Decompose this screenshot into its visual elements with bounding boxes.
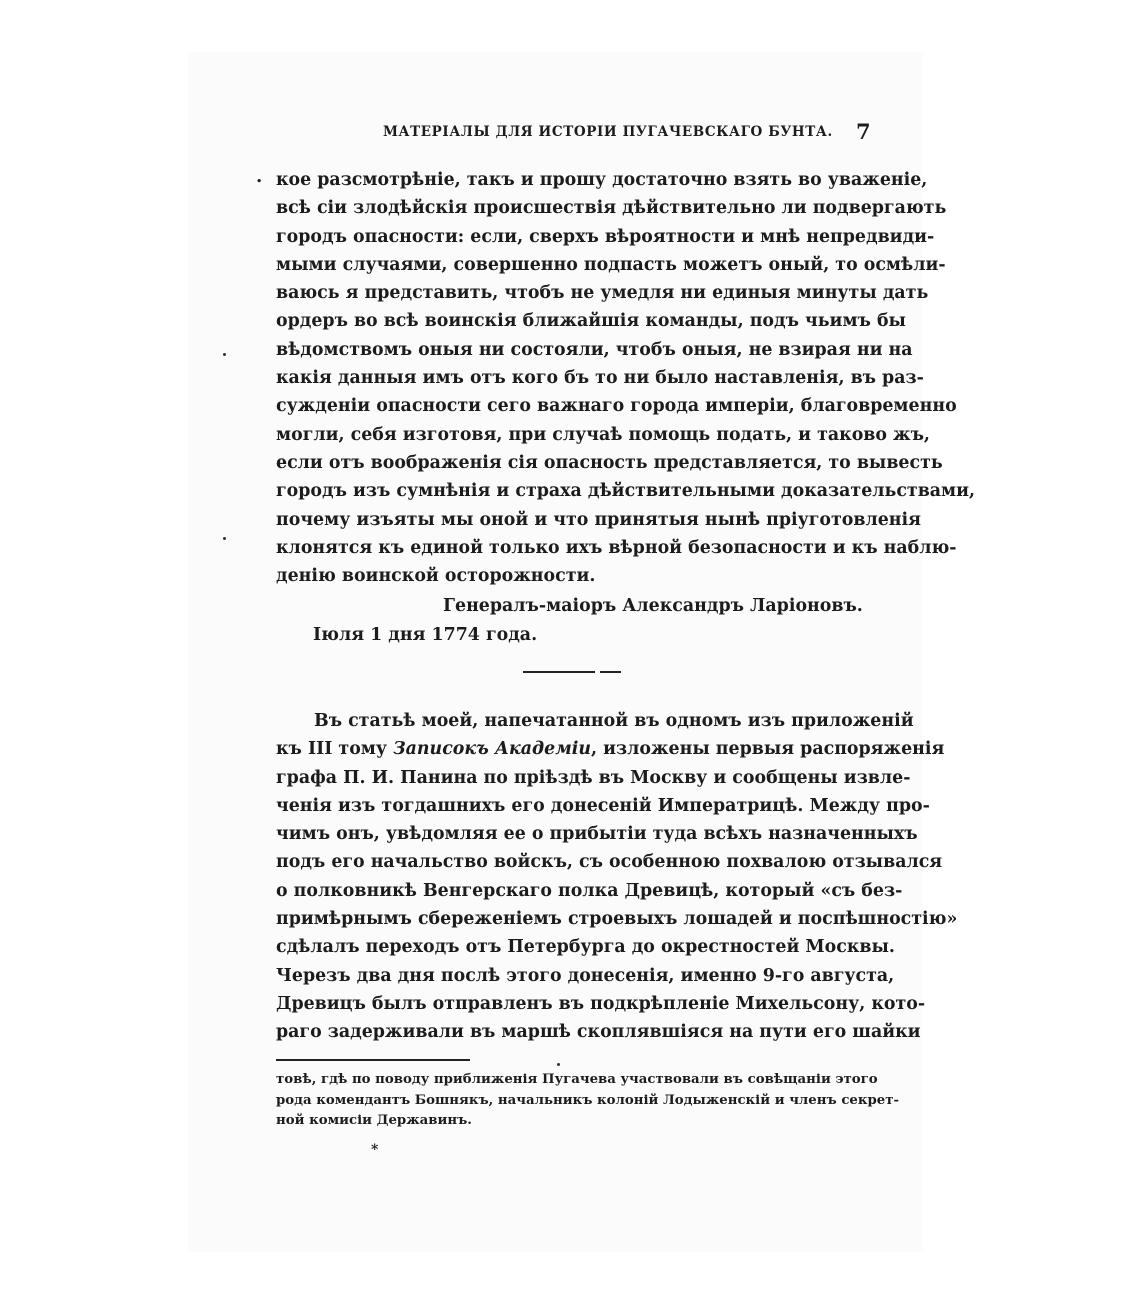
- footnote: [276, 1070, 899, 1132]
- article-line: къ III тому Записокъ Академіи, изложены первыя распоряженія: [276, 739, 945, 760]
- article-line: примѣрнымъ сбереженіемъ строевыхъ лошадей и поспѣшностію»: [276, 909, 958, 930]
- letter-line: если отъ воображенія сія опасность представляется, то вывесть: [276, 452, 943, 473]
- letter-line: всѣ сіи злодѣйскія происшествія дѣйствительно ли подвергають: [276, 198, 947, 219]
- article-line: ченія изъ тогдашнихъ его донесеній Императрицѣ. Между про-: [276, 795, 930, 816]
- letter-line: какія данныя имъ отъ кого бъ то ни было наставленія, въ раз-: [276, 368, 924, 389]
- footnote-line: ной комисіи Державинъ.: [276, 1113, 472, 1128]
- article-line: о полковникѣ Венгерскаго полка Древицѣ, который «съ без-: [276, 880, 903, 901]
- running-title: МАТЕРІАЛЫ ДЛЯ ИСТОРІИ ПУГАЧЕВСКАГО БУНТА.: [383, 124, 833, 140]
- margin-tick: [557, 1063, 560, 1066]
- letter-line: городъ опасности: если, сверхъ вѣроятности и мнѣ непредвиди-: [276, 226, 935, 247]
- book-title: Записокъ Академіи: [393, 739, 591, 760]
- margin-tick: [223, 353, 226, 356]
- letter-line: почему изъяты мы оной и что принятыя нынѣ пріуготовленія: [276, 509, 921, 530]
- article-line: Черезъ два дня послѣ этого донесенія, именно 9-го августа,: [276, 965, 895, 986]
- margin-mark: .: [256, 166, 263, 187]
- footnote-line: рода комендантъ Бошнякъ, начальникъ колоній Лодыженскій и членъ секрет-: [276, 1092, 899, 1108]
- article-line: графа П. И. Панина по пріѣздѣ въ Москву и сообщены извле-: [276, 767, 911, 788]
- article-line: Въ статьѣ моей, напечатанной въ одномъ изъ приложеній: [314, 711, 914, 731]
- article-line: сдѣлалъ переходъ отъ Петербурга до окрестностей Москвы.: [276, 937, 895, 958]
- letter-text: [276, 166, 976, 590]
- letter-line: мыми случаями, совершенно подпасть можетъ оный, то осмѣли-: [276, 254, 946, 275]
- footnote-mark: *: [371, 1142, 379, 1158]
- letter-line: денію воинской осторожности.: [276, 566, 596, 587]
- letter-line: ордеръ во всѣ воинскія ближайшія команды, подъ чьимъ бы: [276, 311, 906, 332]
- signature: Генералъ-маіоръ Александръ Ларіоновъ.: [443, 596, 863, 616]
- letter-line: клонятся къ единой только ихъ вѣрной безопасности и къ наблю-: [276, 537, 957, 558]
- letter-line: сужденіи опасности сего важнаго города имперіи, благовременно: [276, 396, 957, 417]
- article-line: подъ его начальство войскъ, съ особенною похвалою отзывался: [276, 852, 943, 873]
- footnote-line: товѣ, гдѣ по поводу приближенія Пугачева участвовали въ совѣщаніи этого: [276, 1072, 878, 1087]
- letter-line: могли, себя изготовя, при случаѣ помощь подать, и таково жъ,: [276, 424, 930, 445]
- margin-tick: [223, 537, 226, 540]
- letter-date: Іюля 1 дня 1774 года.: [313, 625, 538, 645]
- page-number: 7: [856, 119, 871, 144]
- letter-line: ваюсь я представить, чтобъ не умедля ни единыя минуты дать: [276, 283, 929, 304]
- article-text: [276, 707, 958, 1047]
- letter-line: городъ изъ сумнѣнія и страха дѣйствительными доказательствами,: [276, 481, 976, 502]
- article-line: чимъ онъ, увѣдомляя ее о прибытіи туда всѣхъ назначенныхъ: [276, 824, 918, 845]
- footnote-rule: [276, 1059, 470, 1061]
- letter-line: кое разсмотрѣніе, такъ и прошу достаточно взять во уваженіе,: [276, 170, 928, 190]
- article-line: Древицъ былъ отправленъ въ подкрѣпленіе Михельсону, кото-: [276, 993, 926, 1014]
- section-separator: [523, 671, 621, 673]
- article-line: раго задерживали въ маршѣ скоплявшіяся на пути его шайки: [276, 1022, 921, 1043]
- letter-line: вѣдомствомъ оныя ни состояли, чтобъ оныя, не взирая ни на: [276, 339, 913, 360]
